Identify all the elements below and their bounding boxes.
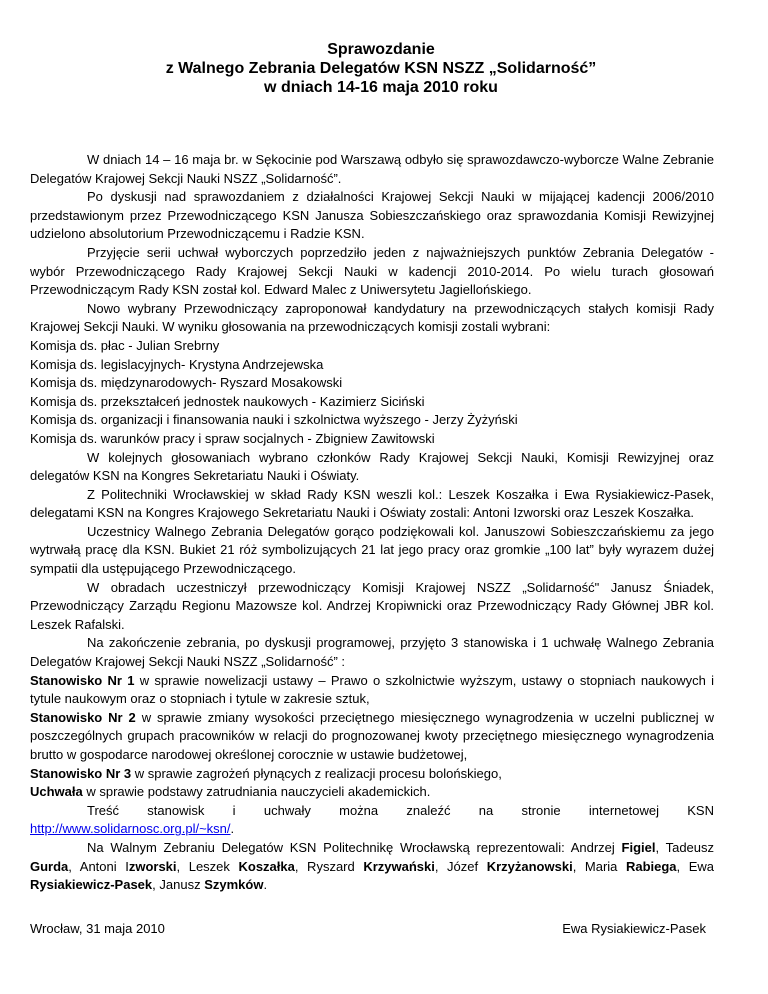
rep-separator: ,: [434, 858, 439, 874]
representative: [438, 859, 576, 874]
paragraph-11-intro: Na Walnym Zebraniu Delegatów KSN Politechnikę Wrocławską reprezentowali: Andrzej: [87, 839, 622, 855]
commission-item: Komisja ds. płac - Julian Srebrny: [30, 337, 220, 353]
rep-separator: ,: [676, 858, 681, 874]
rep-first-name: Ryszard: [298, 858, 364, 874]
resolution-item: [30, 783, 714, 802]
representative: [180, 859, 298, 874]
rep-last-name: zworski: [128, 858, 177, 874]
rep-separator: ,: [294, 858, 299, 874]
rep-first-name: Leszek: [180, 858, 239, 874]
paragraph-1: W dniach 14 – 16 maja br. w Sękocinie pod Warszawą odbyło się sprawozdawczo-wyborcze Walne Zebranie Delegatów Krajowej Sekcji Nauki NSZZ „Solidarność”.: [30, 152, 714, 186]
rep-first-name: Józef: [438, 858, 487, 874]
rep-separator: ,: [152, 877, 156, 893]
title-line-3: w dniach 14-16 maja 2010 roku: [264, 79, 498, 96]
commission-item: Komisja ds. przekształceń jednostek naukowych - Kazimierz Siciński: [30, 393, 425, 409]
title-line-1: Sprawozdanie: [327, 41, 435, 58]
resolution-text: w sprawie zmiany wysokości przeciętnego miesięcznego wynagrodzenia w uczelni publicznej w poszczególnych grupach pracowników w relacji do prognozowanej kwoty przeciętnego miesięcznego wynagrodzenia brutto w gospodarce narodowej określonej corocznie w ustawie budżetowej,: [30, 709, 714, 762]
representative: [622, 840, 660, 855]
document-page: [30, 40, 714, 895]
paragraph-2: Po dyskusji nad sprawozdaniem z działalności Krajowej Sekcji Nauki w mijającej kadencji 2006/2010 przedstawionym przez Przewodniczącego KSN Janusza Sobieszczańskiego oraz sprawozdania Komisji Rewizyjnej udzielono absolutorium Przewodniczącemu i Radzie KSN.: [30, 189, 714, 242]
rep-last-name: Szymków: [204, 877, 264, 893]
paragraph-10-text: Treść stanowisk i uchwały można znaleźć na stronie internetowej KSN: [87, 802, 714, 818]
rep-first-name: Maria: [576, 858, 626, 874]
rep-last-name: Koszałka: [238, 858, 295, 874]
resolution-label: Stanowisko Nr 2: [30, 709, 136, 725]
paragraph-10-link-line: [30, 820, 714, 839]
rep-first-name: Ewa: [680, 858, 715, 874]
representative: [576, 859, 680, 874]
resolution-item: [30, 672, 714, 709]
commission-item: Komisja ds. organizacji i finansowania nauki i szkolnictwa wyższego - Jerzy Żyżyński: [30, 412, 518, 428]
paragraph-3: Przyjęcie serii uchwał wyborczych poprzedziło jeden z najważniejszych punktów Zebrania Delegatów - wybór Przewodniczącego Rady Krajowej Sekcji Nauki w kadencji 2010-2014. Po wielu turach głosowań Przewodniczącym Rady KSN został kol. Edward Malec z Uniwersytetu Jagiellońskiego.: [30, 244, 714, 298]
rep-separator: ,: [655, 839, 660, 855]
rep-last-name: Krzyżanowski: [486, 858, 573, 874]
paragraph-11: [30, 839, 714, 895]
document-body: [30, 151, 714, 895]
rep-first-name: Janusz: [155, 877, 205, 893]
rep-last-name: Rabiega: [625, 858, 677, 874]
resolution-item: [30, 765, 714, 784]
resolution-item: [30, 709, 714, 765]
rep-first-name: Antoni I: [71, 858, 129, 874]
paragraph-10-end: .: [230, 821, 235, 837]
representative: [156, 877, 267, 892]
resolution-text: w sprawie podstawy zatrudniania nauczycieli akademickich.: [82, 784, 431, 800]
resolution-text: w sprawie nowelizacji ustawy – Prawo o szkolnictwie wyższym, ustawy o stopniach naukowych i tytule naukowym oraz o stopniach i tytule w zakresie sztuk,: [30, 672, 715, 707]
resolution-label: Stanowisko Nr 3: [30, 765, 132, 781]
commission-item: Komisja ds. międzynarodowych- Ryszard Mosakowski: [30, 375, 343, 391]
rep-first-name: Tadeusz: [659, 839, 715, 855]
paragraph-5: W kolejnych głosowaniach wybrano członków Rady Krajowej Sekcji Nauki, Komisji Rewizyjnej oraz delegatów KSN na Kongres Sekretariatu Nauki i Oświaty.: [30, 449, 714, 484]
paragraph-10: [30, 802, 714, 821]
representative: [298, 859, 438, 874]
rep-separator: .: [263, 877, 268, 893]
paragraph-9: Na zakończenie zebrania, po dyskusji programowej, przyjęto 3 stanowiska i 1 uchwałę Walnego Zebrania Delegatów Krajowej Sekcji Nauki NSZZ „Solidarność” :: [30, 635, 714, 670]
rep-separator: ,: [68, 858, 72, 874]
resolution-label: Uchwała: [30, 784, 83, 800]
commission-item: Komisja ds. warunków pracy i spraw socjalnych - Zbigniew Zawitowski: [30, 430, 435, 446]
ksn-website-link[interactable]: http://www.solidarnosc.org.pl/~ksn/: [30, 821, 231, 837]
rep-last-name: Rysiakiewicz-Pasek: [30, 877, 153, 893]
resolution-text: w sprawie zagrożeń płynących z realizacji procesu bolońskiego,: [131, 765, 502, 781]
commission-item: Komisja ds. legislacyjnych- Krystyna Andrzejewska: [30, 356, 324, 372]
rep-last-name: Gurda: [30, 858, 69, 874]
place-date: Wrocław, 31 maja 2010: [30, 921, 165, 936]
paragraph-6: Z Politechniki Wrocławskiej w skład Rady KSN weszli kol.: Leszek Koszałka i Ewa Rysiakiewicz-Pasek, delegatami KSN na Kongres Krajowego Sekretariatu Nauki i Oświaty zostali: Antoni Izworski oraz Leszek Koszałka.: [30, 486, 714, 521]
author-signature: Ewa Rysiakiewicz-Pasek: [562, 921, 706, 936]
document-title: [48, 40, 714, 97]
paragraph-7: Uczestnicy Walnego Zebrania Delegatów gorąco podziękowali kol. Januszowi Sobieszczańskiemu za jego wytrwałą pracę dla KSN. Bukiet 21 róż symbolizujących 21 lat jego pracy oraz gromkie „100 lat” były wyrazem dużej sympatii dla ustępującego Przewodniczącego.: [30, 523, 714, 577]
paragraph-4: Nowo wybrany Przewodniczący zaproponował kandydatury na przewodniczących stałych komisji Rady Krajowej Sekcji Nauki. W wyniku głosowania na przewodniczących komisji zostali wybrani:: [30, 300, 714, 335]
rep-separator: ,: [176, 858, 181, 874]
paragraph-8: W obradach uczestniczył przewodniczący Komisji Krajowej NSZZ „Solidarność" Janusz Śniadek, Przewodniczący Zarządu Regionu Mazowsze kol. Andrzej Kropiwnicki oraz Przewodniczący Rady Głównej JBR kol. Leszek Rafalski.: [30, 579, 714, 632]
rep-separator: ,: [572, 858, 577, 874]
representative: [72, 859, 180, 874]
resolution-label: Stanowisko Nr 1: [30, 672, 135, 688]
rep-last-name: Krzywański: [363, 858, 435, 874]
rep-last-name: Figiel: [621, 839, 656, 855]
title-line-2: z Walnego Zebrania Delegatów KSN NSZZ „Solidarność”: [165, 60, 597, 77]
